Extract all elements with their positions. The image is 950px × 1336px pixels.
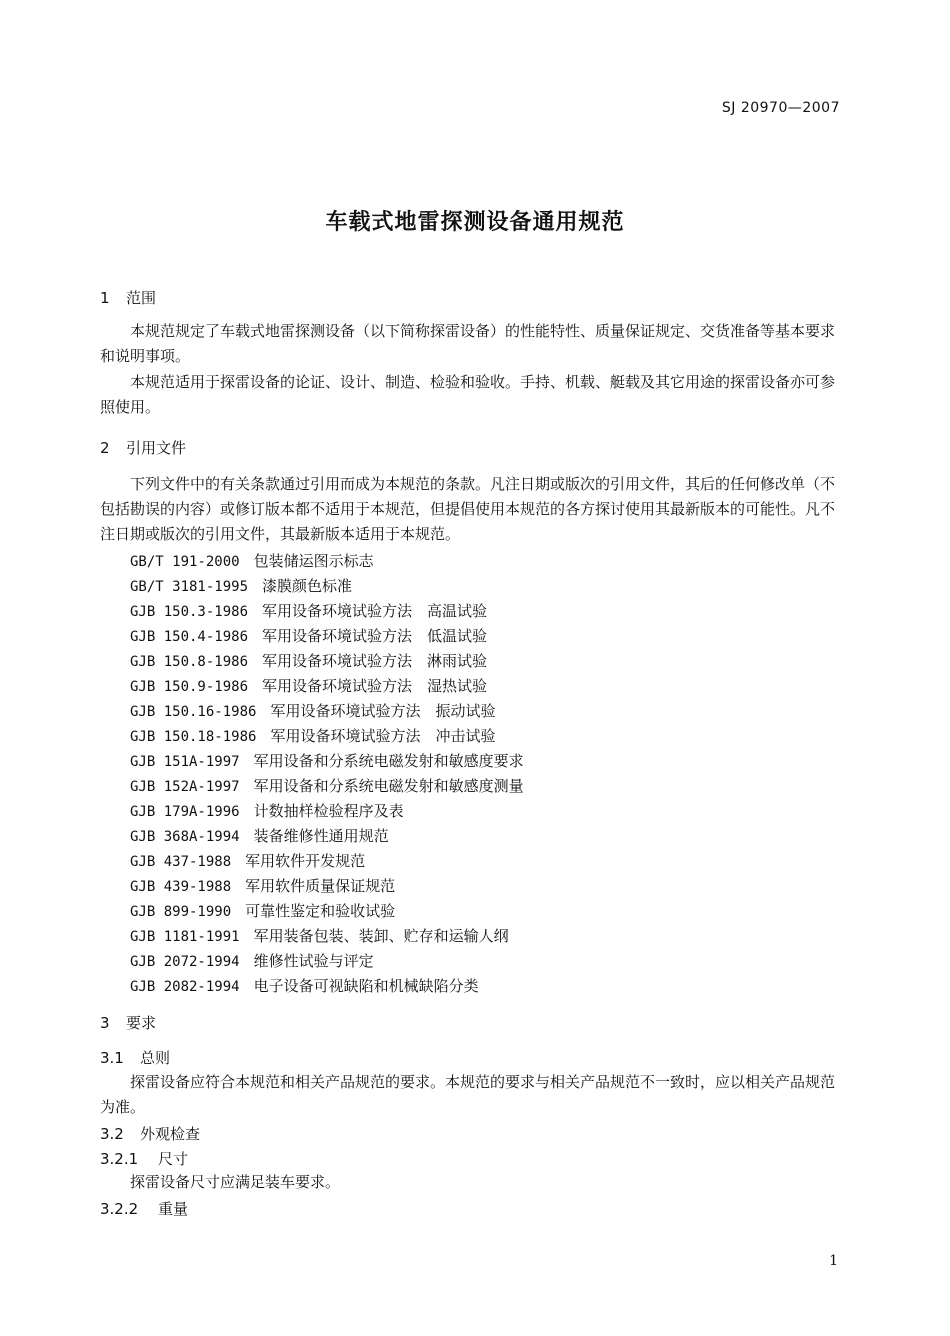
- reference-title: 军用设备环境试验方法 冲击试验: [270, 727, 496, 745]
- reference-item: [130, 599, 524, 624]
- reference-title: 计数抽样检验程序及表: [253, 802, 404, 820]
- reference-code: GJB 150.4-1986: [130, 629, 249, 645]
- reference-code: GB/T 3181-1995: [130, 579, 249, 595]
- reference-code: GJB 151A-1997: [130, 754, 240, 770]
- section-number: 3.1: [100, 1049, 124, 1067]
- reference-title: 军用设备和分系统电磁发射和敏感度要求: [253, 752, 524, 770]
- reference-item: [130, 749, 524, 774]
- reference-item: [130, 649, 524, 674]
- reference-item: [130, 924, 524, 949]
- section-3-2-2-heading: [100, 1198, 188, 1219]
- section-number: 3.2.1: [100, 1150, 139, 1168]
- reference-title: 电子设备可视缺陷和机械缺陷分类: [253, 977, 479, 995]
- section-1-paragraph-1: 本规范规定了车载式地雷探测设备（以下简称探雷设备）的性能特性、质量保证规定、交货准备等基本要求和说明事项。: [100, 322, 836, 365]
- reference-item: [130, 974, 524, 999]
- section-title: 范围: [126, 289, 157, 307]
- reference-title: 漆膜颜色标准: [262, 577, 353, 595]
- reference-item: [130, 874, 524, 899]
- reference-item: [130, 624, 524, 649]
- reference-title: 军用软件质量保证规范: [245, 877, 396, 895]
- section-number: 3.2.2: [100, 1200, 139, 1218]
- reference-code: GJB 899-1990: [130, 904, 232, 920]
- section-3-2-1-heading: [100, 1148, 188, 1169]
- reference-item: [130, 549, 524, 574]
- reference-title: 军用设备环境试验方法 淋雨试验: [262, 652, 488, 670]
- reference-list: [130, 549, 524, 999]
- reference-item: [130, 799, 524, 824]
- section-2-intro: 下列文件中的有关条款通过引用而成为本规范的条款。凡注日期或版次的引用文件，其后的任何修改单（不包括勘误的内容）或修订版本都不适用于本规范，但提倡使用本规范的各方探讨使用其最新版本的可能性。凡不注日期或版次的引用文件，其最新版本适用于本规范。: [100, 475, 836, 543]
- reference-title: 军用设备和分系统电磁发射和敏感度测量: [253, 777, 524, 795]
- reference-title: 包装储运图示标志: [253, 552, 374, 570]
- reference-title: 军用装备包装、装卸、贮存和运输人纲: [253, 927, 509, 945]
- reference-code: GJB 150.3-1986: [130, 604, 249, 620]
- section-title: 总则: [140, 1049, 171, 1067]
- reference-code: GJB 368A-1994: [130, 829, 240, 845]
- reference-code: GB/T 191-2000: [130, 554, 240, 570]
- reference-title: 维修性试验与评定: [253, 952, 374, 970]
- section-number: 3.2: [100, 1125, 124, 1143]
- reference-code: GJB 179A-1996: [130, 804, 240, 820]
- reference-item: [130, 849, 524, 874]
- section-1-heading: [100, 287, 156, 308]
- section-2-heading: [100, 437, 186, 458]
- section-3-2-heading: [100, 1123, 200, 1144]
- reference-title: 可靠性鉴定和验收试验: [245, 902, 396, 920]
- section-title: 尺寸: [158, 1150, 189, 1168]
- reference-item: [130, 674, 524, 699]
- reference-item: [130, 949, 524, 974]
- reference-title: 军用软件开发规范: [245, 852, 366, 870]
- standard-number: SJ 20970—2007: [721, 100, 840, 116]
- reference-code: GJB 150.8-1986: [130, 654, 249, 670]
- reference-code: GJB 1181-1991: [130, 929, 240, 945]
- section-1-paragraph-2: 本规范适用于探雷设备的论证、设计、制造、检验和验收。手持、机载、艇载及其它用途的探雷设备亦可参照使用。: [100, 373, 836, 416]
- section-title: 重量: [158, 1200, 189, 1218]
- document-title: 车载式地雷探测设备通用规范: [325, 210, 625, 235]
- section-3-1-text: 探雷设备应符合本规范和相关产品规范的要求。本规范的要求与相关产品规范不一致时，应以相关产品规范为准。: [100, 1073, 836, 1116]
- section-title: 引用文件: [126, 439, 187, 457]
- reference-item: [130, 899, 524, 924]
- reference-title: 军用设备环境试验方法 湿热试验: [262, 677, 488, 695]
- section-3-1-heading: [100, 1047, 170, 1068]
- reference-item: [130, 724, 524, 749]
- section-number: 1: [100, 289, 110, 307]
- page-number: 1: [829, 1253, 838, 1269]
- reference-item: [130, 824, 524, 849]
- reference-code: GJB 2072-1994: [130, 954, 240, 970]
- section-title: 外观检查: [140, 1125, 201, 1143]
- reference-code: GJB 150.16-1986: [130, 704, 257, 720]
- section-3-heading: [100, 1012, 156, 1033]
- reference-title: 军用设备环境试验方法 低温试验: [262, 627, 488, 645]
- section-3-2-1-text: 探雷设备尺寸应满足装车要求。: [130, 1173, 341, 1191]
- reference-code: GJB 437-1988: [130, 854, 232, 870]
- section-number: 3: [100, 1014, 110, 1032]
- reference-code: GJB 439-1988: [130, 879, 232, 895]
- reference-title: 装备维修性通用规范: [253, 827, 389, 845]
- reference-code: GJB 2082-1994: [130, 979, 240, 995]
- section-number: 2: [100, 439, 110, 457]
- reference-title: 军用设备环境试验方法 振动试验: [270, 702, 496, 720]
- reference-item: [130, 699, 524, 724]
- reference-item: [130, 574, 524, 599]
- reference-code: GJB 150.9-1986: [130, 679, 249, 695]
- reference-code: GJB 152A-1997: [130, 779, 240, 795]
- reference-title: 军用设备环境试验方法 高温试验: [262, 602, 488, 620]
- section-title: 要求: [126, 1014, 157, 1032]
- reference-code: GJB 150.18-1986: [130, 729, 257, 745]
- reference-item: [130, 774, 524, 799]
